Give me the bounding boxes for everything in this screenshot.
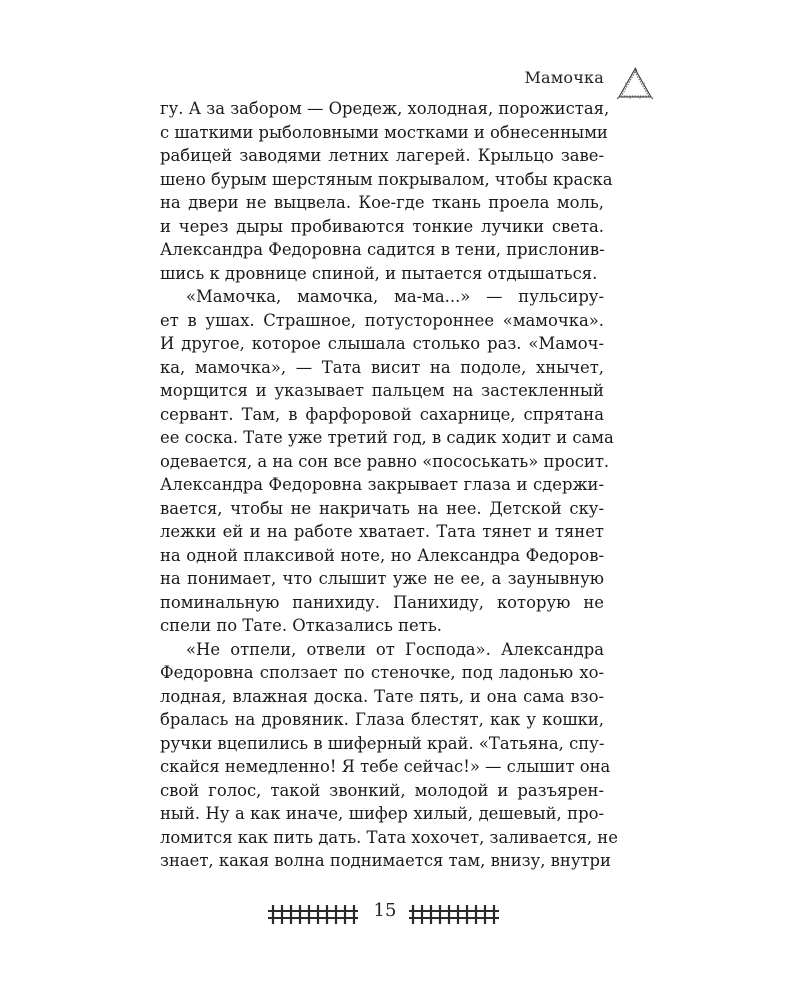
page-number: 15 [373,900,397,921]
railroad-track-icon [409,902,499,926]
paragraph-1 [160,97,613,285]
text-line: ломится как пить дать. Тата хохочет, заливается, не [160,827,618,847]
text-line: и через дыры пробиваются тонкие лучики света. [160,216,604,236]
text-line: лодная, влажная доска. Тате пять, и она сама взо- [160,686,604,706]
paragraph-3 [160,638,618,873]
text-line: шись к дровнице спиной, и пытается отдышаться. [160,263,598,283]
text-line: бралась на дровяник. Глаза блестят, как у кошки, [160,710,604,729]
page-footer [0,900,800,930]
text-line: сервант. Там, в фарфоровой сахарнице, спрятана [160,404,604,424]
text-line: одевается, а на сон все равно «пососькать» просит. [160,451,610,471]
text-line: знает, какая волна поднимается там, внизу, внутри [160,851,611,870]
text-line: ный. Ну а как иначе, шифер хилый, дешевый, про- [160,804,604,823]
text-line: «Мамочка, мамочка, ма-ма...» — пульсиру- [186,287,604,306]
text-line: ет в ушах. Страшное, потустороннее «мамочка». [160,310,604,330]
text-line: И другое, которое слышала столько раз. «Мамоч- [160,334,604,353]
text-line: свой голос, такой звонкий, молодой и разъярен- [160,780,604,800]
running-title: Мамочка [524,68,604,87]
text-line: скайся немедленно! Я тебе сейчас!» — слышит она [160,757,611,776]
text-line: с шаткими рыболовными мостками и обнесенными [160,122,608,142]
text-line: вается, чтобы не накричать на нее. Детской ску- [160,498,604,518]
text-line: спели по Тате. Отказались петь. [160,616,442,635]
text-line: ее соска. Тате уже третий год, в садик ходит и сама [160,428,614,447]
text-line: морщится и указывает пальцем на застекленный [160,381,604,400]
paragraph-2 [160,285,614,638]
text-line: Федоровна сползает по стеночке, под ладонью хо- [160,663,604,682]
body-text [160,97,618,873]
triangle-icon [616,66,654,102]
text-line: гу. А за забором — Оредеж, холодная, порожистая, [160,99,610,118]
text-line: Александра Федоровна закрывает глаза и сдержи- [160,475,604,494]
text-line: рабицей заводями летних лагерей. Крыльцо заве- [160,146,604,165]
text-line: на понимает, что слышит уже не ее, а заунывную [160,569,604,588]
text-line: ручки вцепились в шиферный край. «Татьяна, спу- [160,733,605,753]
text-line: на одной плаксивой ноте, но Александра Федоров- [160,545,604,565]
text-line: на двери не выцвела. Кое-где ткань проела моль, [160,193,604,212]
text-line: лежки ей и на работе хватает. Тата тянет и тянет [160,522,604,541]
text-line: поминальную панихиду. Панихиду, которую не [160,592,604,612]
text-line: Александра Федоровна садится в тени, прислонив- [160,240,605,259]
text-line: «Не отпели, отвели от Господа». Александра [186,639,604,659]
text-line: ка, мамочка», — Тата висит на подоле, хнычет, [160,357,604,377]
railroad-track-icon [268,902,358,926]
text-line: шено бурым шерстяным покрывалом, чтобы краска [160,169,613,189]
